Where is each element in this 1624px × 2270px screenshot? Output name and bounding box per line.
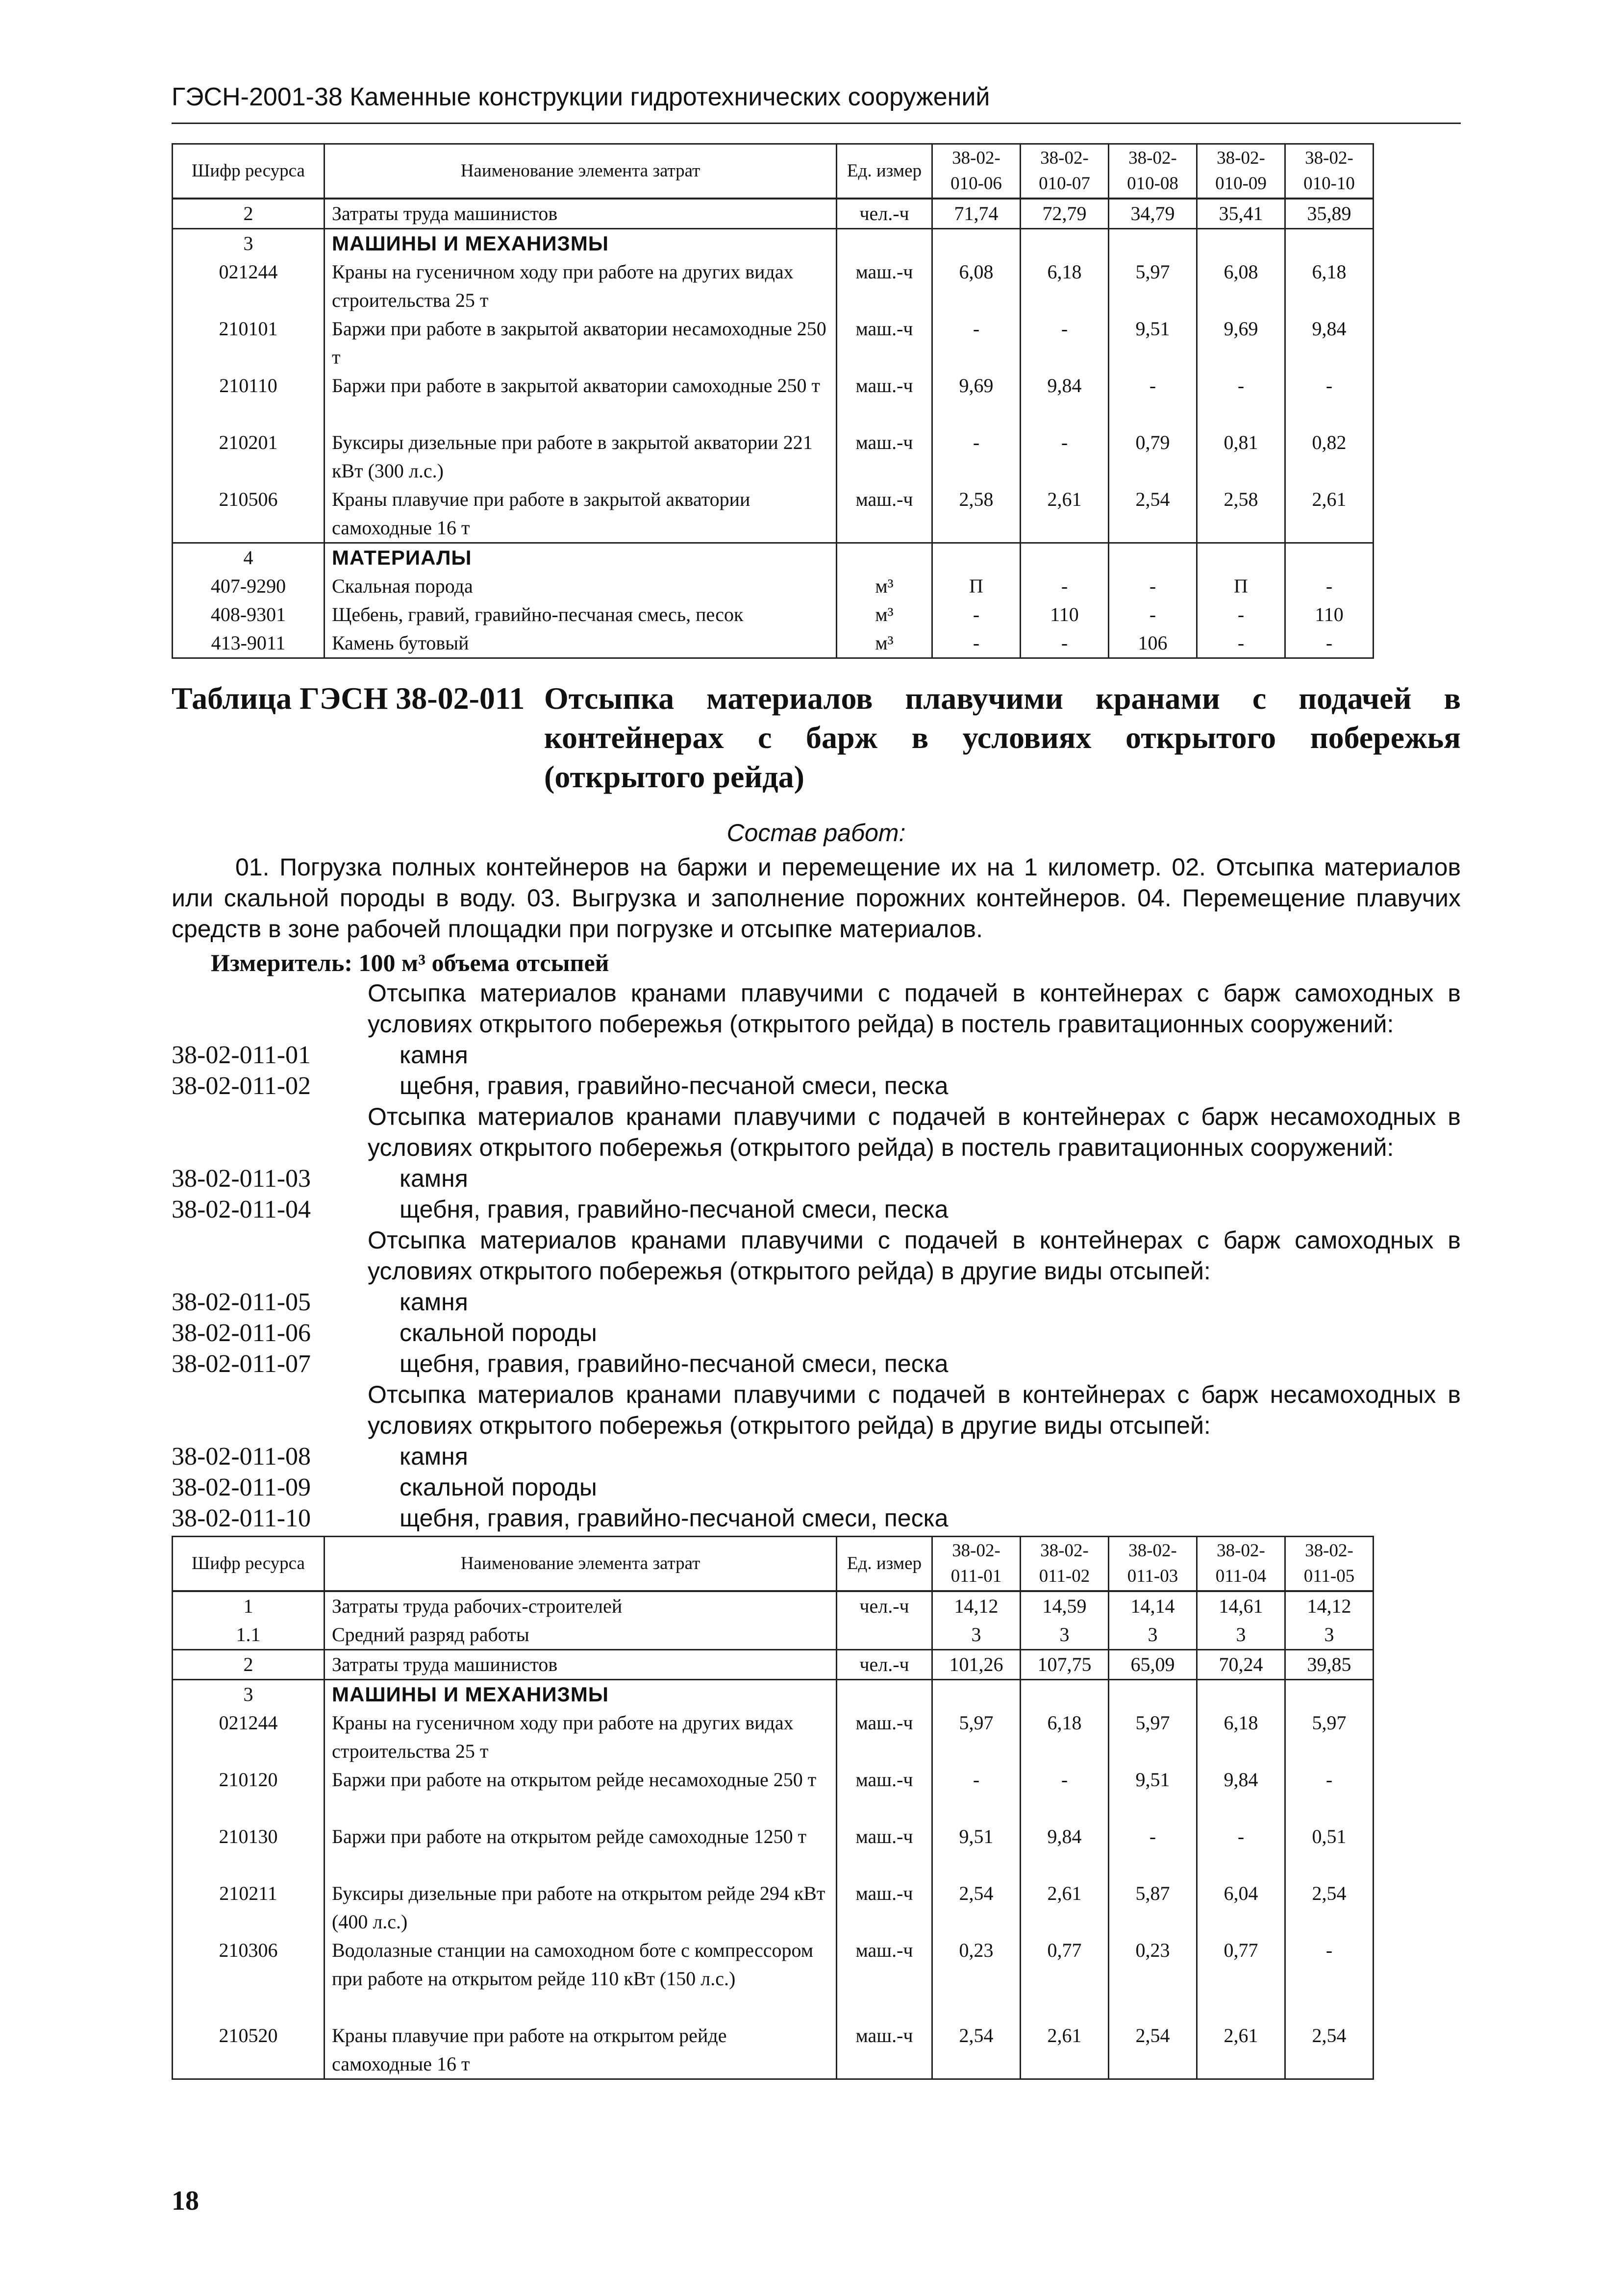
unit: маш.-ч [837,315,932,372]
norm-name: камня [400,1041,468,1069]
norm-value: - [1109,600,1197,629]
norm-value: 6,08 [1197,258,1285,315]
norm-value: - [1109,572,1197,600]
norm-value: - [1021,428,1109,485]
norm-value: 72,79 [1021,199,1109,229]
norm-value: - [932,1766,1021,1822]
unit: маш.-ч [837,1822,932,1879]
norm-value: 34,79 [1109,199,1197,229]
norm-value [1021,543,1109,573]
norm-value: 2,61 [1197,2021,1285,2079]
col-header-norm: 38-02-010-06 [932,144,1021,199]
norm-group-description: Отсыпка материалов кранами плавучими с подачей в контейнерах с барж самоходных в условиях открытого побережья (открытого рейда) в другие виды отсыпей: [368,1226,1461,1285]
table-row [173,258,1374,315]
norm-value: - [1109,1822,1197,1879]
norm-value: 2,54 [932,1879,1021,1936]
norm-value: 9,84 [1197,1766,1285,1822]
norm-value: 14,12 [932,1591,1021,1621]
norm-value: 9,51 [932,1822,1021,1879]
table-row [173,485,1374,543]
header-rule [172,123,1461,124]
norm-code: 38-02-011-06 [172,1319,311,1347]
norm-value: 9,84 [1021,372,1109,428]
norm-value: 2,54 [1109,2021,1197,2079]
norm-value: - [1109,372,1197,428]
col-header-norm: 38-02-010-09 [1197,144,1285,199]
norm-name: камня [400,1288,468,1316]
table-row [173,1591,1374,1621]
table-row [173,1879,1374,1936]
norm-value: - [1197,629,1285,658]
table-row [173,199,1374,229]
table-body [173,1591,1374,2079]
norm-value: 5,87 [1109,1879,1197,1936]
norm-value: 3 [1021,1621,1109,1650]
norm-value: 101,26 [932,1650,1021,1680]
col-header-norm: 38-02-010-10 [1285,144,1374,199]
col-header-norm: 38-02-011-05 [1285,1537,1374,1592]
resource-code: 408-9301 [173,600,325,629]
norm-value: 0,79 [1109,428,1197,485]
norm-value: 2,61 [1285,485,1374,543]
norm-value: 35,89 [1285,199,1374,229]
norm-value: 9,84 [1285,315,1374,372]
norm-value: 70,24 [1197,1650,1285,1680]
norm-name: щебня, гравия, гравийно-песчаной смеси, песка [400,1350,949,1377]
resource-code: 2 [173,1650,325,1680]
norm-code: 38-02-011-05 [172,1288,311,1316]
composition-text: 01. Погрузка полных контейнеров на баржи и перемещение их на 1 километр. 02. Отсыпка материалов или скальной породы в воду. 03. Выгрузка и заполнение порожних контейнеров. 04. Перемещение плавучих средств в зоне рабочей площадки при погрузке и отсыпке материалов. [172,853,1461,943]
norm-value: - [1021,315,1109,372]
norm-item [172,1503,1461,1534]
norm-value [1197,229,1285,258]
norm-value: 6,04 [1197,1879,1285,1936]
resource-code: 4 [173,543,325,573]
col-header-code: Шифр ресурса [173,144,325,199]
resource-name: Затраты труда машинистов [325,199,837,229]
norm-value: 3 [932,1621,1021,1650]
table-row [173,229,1374,258]
norm-value: 14,14 [1109,1591,1197,1621]
resource-code: 413-9011 [173,629,325,658]
norm-value: 0,23 [1109,1936,1197,2021]
col-header-norm: 38-02-011-01 [932,1537,1021,1592]
unit [837,229,932,258]
table-label: Таблица ГЭСН 38-02-011 [172,681,525,716]
resource-name: Буксиры дизельные при работе в закрытой акватории 221 кВт (300 л.с.) [325,428,837,485]
resource-code: 210120 [173,1766,325,1822]
norm-value: П [932,572,1021,600]
table-row [173,600,1374,629]
meter-label: Измеритель: [211,949,353,976]
norm-value: - [932,629,1021,658]
unit: чел.-ч [837,1650,932,1680]
norm-code: 38-02-011-03 [172,1165,311,1193]
col-header-norm: 38-02-011-04 [1197,1537,1285,1592]
resource-code: 021244 [173,258,325,315]
norm-value: 35,41 [1197,199,1285,229]
unit: м³ [837,629,932,658]
norm-name: щебня, гравия, гравийно-песчаной смеси, песка [400,1504,949,1532]
resource-name: Затраты труда рабочих-строителей [325,1591,837,1621]
table-row [173,1709,1374,1766]
norm-value: 14,59 [1021,1591,1109,1621]
norm-value: 5,97 [932,1709,1021,1766]
unit: м³ [837,572,932,600]
norm-value: - [1197,1822,1285,1879]
resource-name: Водолазные станции на самоходном боте с компрессором при работе на открытом рейде 110 кВт (150 л.с.) [325,1936,837,2021]
norm-item [172,1071,1461,1101]
norm-value: 2,58 [1197,485,1285,543]
unit [837,543,932,573]
unit [837,1680,932,1709]
unit: чел.-ч [837,199,932,229]
norm-value: - [1021,629,1109,658]
norm-value: 9,69 [932,372,1021,428]
resource-code: 1.1 [173,1621,325,1650]
resource-name: Камень бутовый [325,629,837,658]
norm-value: 3 [1285,1621,1374,1650]
resource-name: Затраты труда машинистов [325,1650,837,1680]
norm-value: 0,77 [1197,1936,1285,2021]
unit: маш.-ч [837,2021,932,2079]
norm-value [932,543,1021,573]
col-header-unit: Ед. измер [837,1537,932,1592]
resource-code: 3 [173,1680,325,1709]
norm-value: 2,61 [1021,485,1109,543]
unit [837,1621,932,1650]
norm-value: 0,77 [1021,1936,1109,2021]
norm-value: 0,23 [932,1936,1021,2021]
section-heading: МАШИНЫ И МЕХАНИЗМЫ [325,229,837,258]
table-row [173,1650,1374,1680]
norm-code: 38-02-011-04 [172,1196,311,1223]
unit: м³ [837,600,932,629]
norm-value: 2,61 [1021,1879,1109,1936]
table-row [173,372,1374,428]
unit: маш.-ч [837,428,932,485]
norm-value [1109,229,1197,258]
norm-value: 3 [1197,1621,1285,1650]
resource-code: 210201 [173,428,325,485]
norm-code: 38-02-011-07 [172,1350,311,1378]
norm-value: 5,97 [1109,258,1197,315]
resource-code: 021244 [173,1709,325,1766]
norm-group-description: Отсыпка материалов кранами плавучими с подачей в контейнерах с барж несамоходных в условиях открытого побережья (открытого рейда) в постель гравитационных сооружений: [368,1103,1461,1161]
norm-value: 5,97 [1109,1709,1197,1766]
norm-value: 71,74 [932,199,1021,229]
unit: маш.-ч [837,258,932,315]
resource-table-bottom [172,1536,1374,2080]
unit: маш.-ч [837,1879,932,1936]
table-row [173,1822,1374,1879]
norm-value: 14,12 [1285,1591,1374,1621]
norm-value: 65,09 [1109,1650,1197,1680]
norm-value: 0,51 [1285,1822,1374,1879]
col-header-name: Наименование элемента затрат [325,144,837,199]
table-body [173,199,1374,658]
table-row [173,572,1374,600]
resource-table-top [172,143,1374,659]
resource-code: 210130 [173,1822,325,1879]
resource-name: Баржи при работе на открытом рейде самоходные 1250 т [325,1822,837,1879]
resource-name: Щебень, гравий, гравийно-песчаная смесь, песок [325,600,837,629]
running-header: ГЭСН-2001-38 Каменные конструкции гидротехнических сооружений [172,83,990,111]
table-row [173,1621,1374,1650]
resource-name: Скальная порода [325,572,837,600]
resource-code: 3 [173,229,325,258]
norm-item [172,1441,1461,1472]
norm-name: щебня, гравия, гравийно-песчаной смеси, песка [400,1196,949,1223]
norm-value: 9,51 [1109,1766,1197,1822]
norm-value [932,1680,1021,1709]
meter-value: 100 м³ объема отсыпей [358,949,609,976]
resource-name: Краны плавучие при работе на открытом рейде самоходные 16 т [325,2021,837,2079]
composition-title: Состав работ: [726,819,906,847]
norm-item [172,1163,1461,1194]
norm-value [932,229,1021,258]
section-heading: МАШИНЫ И МЕХАНИЗМЫ [325,1680,837,1709]
norm-value: - [932,315,1021,372]
norm-value [1285,229,1374,258]
unit: чел.-ч [837,1591,932,1621]
norm-value: 5,97 [1285,1709,1374,1766]
norm-value [1021,229,1109,258]
unit: маш.-ч [837,1709,932,1766]
norm-group-description: Отсыпка материалов кранами плавучими с подачей в контейнерах с барж несамоходных в условиях открытого побережья (открытого рейда) в другие виды отсыпей: [368,1381,1461,1439]
resource-code: 2 [173,199,325,229]
norm-value [1285,1680,1374,1709]
norm-value: П [1197,572,1285,600]
norm-value: 2,54 [1285,1879,1374,1936]
norm-value: 2,54 [932,2021,1021,2079]
norm-value: 9,69 [1197,315,1285,372]
col-header-norm: 38-02-010-08 [1109,144,1197,199]
norm-value [1197,1680,1285,1709]
norm-code: 38-02-011-10 [172,1504,311,1532]
norm-name: скальной породы [400,1319,597,1347]
unit: маш.-ч [837,1766,932,1822]
table-row [173,2021,1374,2079]
norm-items-list [172,978,1461,1534]
norm-value: 110 [1285,600,1374,629]
table-row [173,1766,1374,1822]
resource-name: Средний разряд работы [325,1621,837,1650]
norm-item [172,1040,1461,1071]
norm-value: 110 [1021,600,1109,629]
resource-name: Краны на гусеничном ходу при работе на других видах строительства 25 т [325,1709,837,1766]
norm-group-description: Отсыпка материалов кранами плавучими с подачей в контейнерах с барж самоходных в условиях открытого побережья (открытого рейда) в постель гравитационных сооружений: [368,979,1461,1038]
resource-code: 210306 [173,1936,325,2021]
page-number: 18 [172,2186,199,2216]
norm-value: 14,61 [1197,1591,1285,1621]
norm-value: - [1285,572,1374,600]
table-row [173,428,1374,485]
resource-code: 1 [173,1591,325,1621]
table-row [173,1680,1374,1709]
norm-value: 6,18 [1021,1709,1109,1766]
norm-code: 38-02-011-08 [172,1443,311,1471]
norm-value: - [1285,1766,1374,1822]
norm-value: - [1285,372,1374,428]
unit: маш.-ч [837,1936,932,2021]
resource-name: Баржи при работе на открытом рейде несамоходные 250 т [325,1766,837,1822]
resource-name: Баржи при работе в закрытой акватории несамоходные 250 т [325,315,837,372]
norm-value: 2,54 [1109,485,1197,543]
norm-value [1285,543,1374,573]
col-header-name: Наименование элемента затрат [325,1537,837,1592]
norm-value: 3 [1109,1621,1197,1650]
col-header-unit: Ед. измер [837,144,932,199]
col-header-norm: 38-02-011-02 [1021,1537,1109,1592]
col-header-code: Шифр ресурса [173,1537,325,1592]
norm-value: - [1285,1936,1374,2021]
resource-name: Краны на гусеничном ходу при работе на других видах строительства 25 т [325,258,837,315]
norm-value: - [1197,372,1285,428]
table-row [173,543,1374,573]
table-title-text: Отсыпка материалов плавучими кранами с подачей в контейнерах с барж в условиях открытого побережья (открытого рейда) [544,681,1461,794]
norm-value [1197,543,1285,573]
resource-code: 210506 [173,485,325,543]
measure-unit [211,948,609,977]
norm-item [172,1348,1461,1379]
resource-name: Краны плавучие при работе в закрытой акватории самоходные 16 т [325,485,837,543]
norm-value: - [1197,600,1285,629]
table-header-row [173,1537,1374,1592]
norm-value [1109,543,1197,573]
norm-item [172,1287,1461,1318]
unit: маш.-ч [837,372,932,428]
norm-value: 9,84 [1021,1822,1109,1879]
norm-item [172,1318,1461,1348]
col-header-norm: 38-02-011-03 [1109,1537,1197,1592]
norm-name: камня [400,1443,468,1470]
norm-value: 9,51 [1109,315,1197,372]
section-heading: МАТЕРИАЛЫ [325,543,837,573]
norm-value: 2,54 [1285,2021,1374,2079]
norm-value: 6,08 [932,258,1021,315]
norm-value: - [1021,572,1109,600]
resource-code: 210520 [173,2021,325,2079]
norm-value: 0,82 [1285,428,1374,485]
resource-code: 407-9290 [173,572,325,600]
norm-item [172,1194,1461,1225]
norm-name: скальной породы [400,1473,597,1501]
norm-name: камня [400,1165,468,1192]
norm-value: 107,75 [1021,1650,1109,1680]
norm-value: - [932,600,1021,629]
resource-name: Баржи при работе в закрытой акватории самоходные 250 т [325,372,837,428]
resource-code: 210101 [173,315,325,372]
norm-value: 6,18 [1285,258,1374,315]
resource-name: Буксиры дизельные при работе на открытом рейде 294 кВт (400 л.с.) [325,1879,837,1936]
resource-code: 210211 [173,1879,325,1936]
norm-value: - [1021,1766,1109,1822]
norm-item [172,1472,1461,1503]
norm-value: 0,81 [1197,428,1285,485]
norm-value [1021,1680,1109,1709]
resource-code: 210110 [173,372,325,428]
norm-value: - [932,428,1021,485]
norm-value: 2,58 [932,485,1021,543]
col-header-norm: 38-02-010-07 [1021,144,1109,199]
norm-name: щебня, гравия, гравийно-песчаной смеси, песка [400,1072,949,1099]
table-header-row [173,144,1374,199]
unit: маш.-ч [837,485,932,543]
table-row [173,629,1374,658]
norm-value: 106 [1109,629,1197,658]
norm-value: 39,85 [1285,1650,1374,1680]
norm-value [1109,1680,1197,1709]
norm-value: 2,61 [1021,2021,1109,2079]
norm-value: 6,18 [1021,258,1109,315]
table-row [173,315,1374,372]
norm-value: - [1285,629,1374,658]
norm-code: 38-02-011-09 [172,1473,311,1501]
norm-code: 38-02-011-01 [172,1041,311,1069]
norm-value: 6,18 [1197,1709,1285,1766]
norm-code: 38-02-011-02 [172,1072,311,1100]
table-row [173,1936,1374,2021]
